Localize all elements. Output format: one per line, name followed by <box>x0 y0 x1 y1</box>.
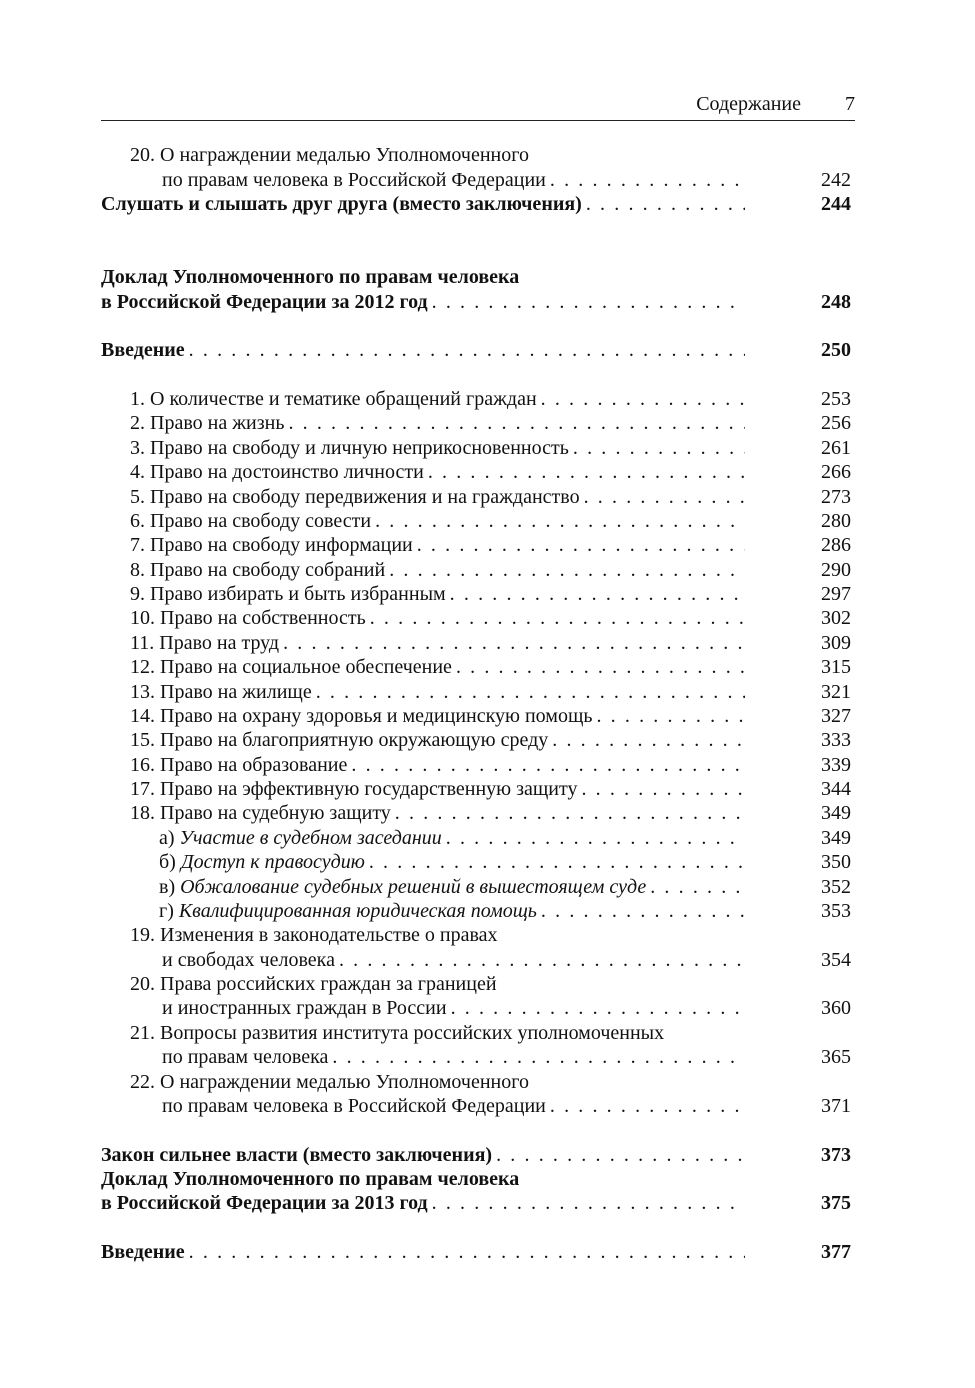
toc-entry[interactable] <box>101 680 851 705</box>
toc-entry: 19. Изменения в законодательстве о правах <box>130 924 498 946</box>
leader-dots <box>586 192 745 217</box>
toc-entry[interactable] <box>101 1094 851 1119</box>
leader-dots <box>432 290 745 315</box>
entry-title: Участие в судебном заседании <box>179 827 442 849</box>
leader-dots <box>552 728 745 753</box>
entry-page: 253 <box>821 388 851 410</box>
toc-entry[interactable] <box>101 460 851 485</box>
entry-page: 371 <box>821 1095 851 1117</box>
entry-page: 297 <box>821 583 851 605</box>
entry-title: по правам человека <box>162 1045 332 1070</box>
entry-page: 375 <box>821 1192 851 1214</box>
entry-page: 309 <box>821 632 851 654</box>
entry-page: 350 <box>821 851 851 873</box>
toc-entry[interactable] <box>101 1045 851 1070</box>
entry-page: 280 <box>821 510 851 532</box>
toc-entry[interactable] <box>101 1191 851 1216</box>
leader-dots <box>451 996 745 1021</box>
entry-page: 327 <box>821 705 851 727</box>
entry-title: 9. Право избирать и быть избранным <box>130 582 450 607</box>
entry-title: в Российской Федерации за 2013 год <box>101 1191 432 1216</box>
entry-page: 244 <box>821 193 851 215</box>
leader-dots <box>550 168 745 193</box>
leader-dots <box>541 387 745 412</box>
entry-title: 14. Право на охрану здоровья и медицинскую помощь <box>130 704 596 729</box>
leader-dots <box>351 753 745 778</box>
entry-page: 248 <box>821 291 851 313</box>
entry-title: 11. Право на труд <box>130 631 283 656</box>
leader-dots <box>650 875 745 900</box>
entry-page: 344 <box>821 778 851 800</box>
entry-title: 13. Право на жилище <box>130 680 316 705</box>
leader-dots <box>389 558 745 583</box>
leader-dots <box>189 338 745 363</box>
entry-title: Доступ к правосудию <box>180 851 365 873</box>
toc-subentry[interactable] <box>101 850 851 875</box>
subentry-marker: г) <box>159 900 174 922</box>
entry-title: Закон сильнее власти (вместо заключения) <box>101 1143 496 1168</box>
header-title: Содержание <box>696 93 801 115</box>
leader-dots <box>446 826 745 851</box>
toc-entry[interactable] <box>101 1143 851 1168</box>
entry-title: 10. Право на собственность <box>130 606 370 631</box>
toc-entry: Доклад Уполномоченного по правам человека <box>101 1168 520 1190</box>
entry-page: 266 <box>821 461 851 483</box>
entry-title: в Российской Федерации за 2012 год <box>101 290 432 315</box>
entry-title: 1. О количестве и тематике обращений граждан <box>130 387 541 412</box>
toc-entry[interactable] <box>101 436 851 461</box>
subentry-marker: а) <box>159 827 175 849</box>
entry-title: 4. Право на достоинство личности <box>130 460 428 485</box>
toc-entry[interactable] <box>101 411 851 436</box>
toc-entry[interactable] <box>101 485 851 510</box>
entry-page: 377 <box>821 1241 851 1263</box>
toc-entry[interactable] <box>101 777 851 802</box>
header-page-number: 7 <box>845 93 855 115</box>
toc-subentry[interactable] <box>101 875 851 900</box>
leader-dots <box>395 801 745 826</box>
toc-entry[interactable] <box>101 509 851 534</box>
entry-page: 333 <box>821 729 851 751</box>
toc-entry[interactable] <box>101 606 851 631</box>
leader-dots <box>288 411 745 436</box>
toc-entry: 22. О награждении медалью Уполномоченного <box>130 1071 529 1093</box>
leader-dots <box>417 533 745 558</box>
entry-title: 5. Право на свободу передвижения и на гражданство <box>130 485 584 510</box>
entry-page: 256 <box>821 412 851 434</box>
toc-subentry[interactable] <box>101 899 851 924</box>
toc-entry[interactable] <box>101 728 851 753</box>
leader-dots <box>370 606 745 631</box>
entry-title: 16. Право на образование <box>130 753 351 778</box>
entry-title: Введение <box>101 338 189 363</box>
toc-entry[interactable] <box>101 704 851 729</box>
entry-title: Обжалование судебных решений в вышестоящем суде <box>180 876 647 898</box>
toc-entry[interactable] <box>101 168 851 193</box>
leader-dots <box>316 680 745 705</box>
entry-title: 6. Право на свободу совести <box>130 509 375 534</box>
leader-dots <box>450 582 745 607</box>
entry-title: 7. Право на свободу информации <box>130 533 417 558</box>
toc-entry: 20. Права российских граждан за границей <box>130 973 497 995</box>
entry-page: 242 <box>821 169 851 191</box>
entry-page: 360 <box>821 997 851 1019</box>
subentry-marker: б) <box>159 851 176 873</box>
toc-entry[interactable] <box>101 582 851 607</box>
toc-entry[interactable] <box>101 533 851 558</box>
entry-title: 3. Право на свободу и личную неприкосновенность <box>130 436 573 461</box>
leader-dots <box>339 948 745 973</box>
leader-dots <box>283 631 745 656</box>
entry-page: 290 <box>821 559 851 581</box>
entry-page: 273 <box>821 486 851 508</box>
toc-subentry[interactable] <box>101 826 851 851</box>
entry-page: 261 <box>821 437 851 459</box>
leader-dots <box>432 1191 745 1216</box>
leader-dots <box>550 1094 745 1119</box>
toc-entry[interactable] <box>101 996 851 1021</box>
entry-page: 354 <box>821 949 851 971</box>
entry-page: 373 <box>821 1144 851 1166</box>
entry-title: 2. Право на жизнь <box>130 411 288 436</box>
toc-entry[interactable] <box>101 387 851 412</box>
entry-page: 250 <box>821 339 851 361</box>
toc-entry[interactable] <box>101 655 851 680</box>
entry-title: 12. Право на социальное обеспечение <box>130 655 456 680</box>
leader-dots <box>189 1240 745 1265</box>
entry-page: 353 <box>821 900 851 922</box>
leader-dots <box>369 850 745 875</box>
leader-dots <box>596 704 745 729</box>
toc-entry[interactable] <box>101 753 851 778</box>
toc-entry[interactable] <box>101 631 851 656</box>
subentry-marker: в) <box>159 876 176 898</box>
toc-entry[interactable] <box>101 290 851 315</box>
entry-page: 321 <box>821 681 851 703</box>
entry-title: 8. Право на свободу собраний <box>130 558 389 583</box>
entry-page: 349 <box>821 827 851 849</box>
entry-title: и свободах человека <box>162 948 339 973</box>
entry-page: 349 <box>821 802 851 824</box>
entry-title: по правам человека в Российской Федерации <box>162 168 550 193</box>
leader-dots <box>541 899 745 924</box>
leader-dots <box>496 1143 745 1168</box>
toc-entry[interactable] <box>101 1240 851 1265</box>
entry-title: 15. Право на благоприятную окружающую среду <box>130 728 552 753</box>
leader-dots <box>581 777 745 802</box>
entry-page: 286 <box>821 534 851 556</box>
toc-entry: Доклад Уполномоченного по правам человека <box>101 266 520 288</box>
entry-title: по правам человека в Российской Федерации <box>162 1094 550 1119</box>
leader-dots <box>573 436 745 461</box>
entry-page: 365 <box>821 1046 851 1068</box>
leader-dots <box>375 509 745 534</box>
leader-dots <box>428 460 745 485</box>
entry-page: 352 <box>821 876 851 898</box>
entry-title: и иностранных граждан в России <box>162 996 451 1021</box>
running-header <box>101 92 855 121</box>
entry-title: Слушать и слышать друг друга (вместо заключения) <box>101 192 586 217</box>
entry-title: Введение <box>101 1240 189 1265</box>
toc-entry[interactable] <box>101 558 851 583</box>
toc-entry[interactable] <box>101 948 851 973</box>
leader-dots <box>456 655 745 680</box>
entry-page: 302 <box>821 607 851 629</box>
entry-title: 17. Право на эффективную государственную защиту <box>130 777 581 802</box>
toc-entry[interactable] <box>101 801 851 826</box>
toc-entry[interactable] <box>101 338 851 363</box>
toc-entry: 21. Вопросы развития института российских уполномоченных <box>130 1022 665 1044</box>
entry-page: 315 <box>821 656 851 678</box>
entry-page: 339 <box>821 754 851 776</box>
toc-entry: 20. О награждении медалью Уполномоченного <box>130 144 529 166</box>
entry-title: Квалифицированная юридическая помощь <box>178 900 537 922</box>
toc-entry[interactable] <box>101 192 851 217</box>
entry-title: 18. Право на судебную защиту <box>130 801 395 826</box>
leader-dots <box>332 1045 745 1070</box>
leader-dots <box>584 485 745 510</box>
